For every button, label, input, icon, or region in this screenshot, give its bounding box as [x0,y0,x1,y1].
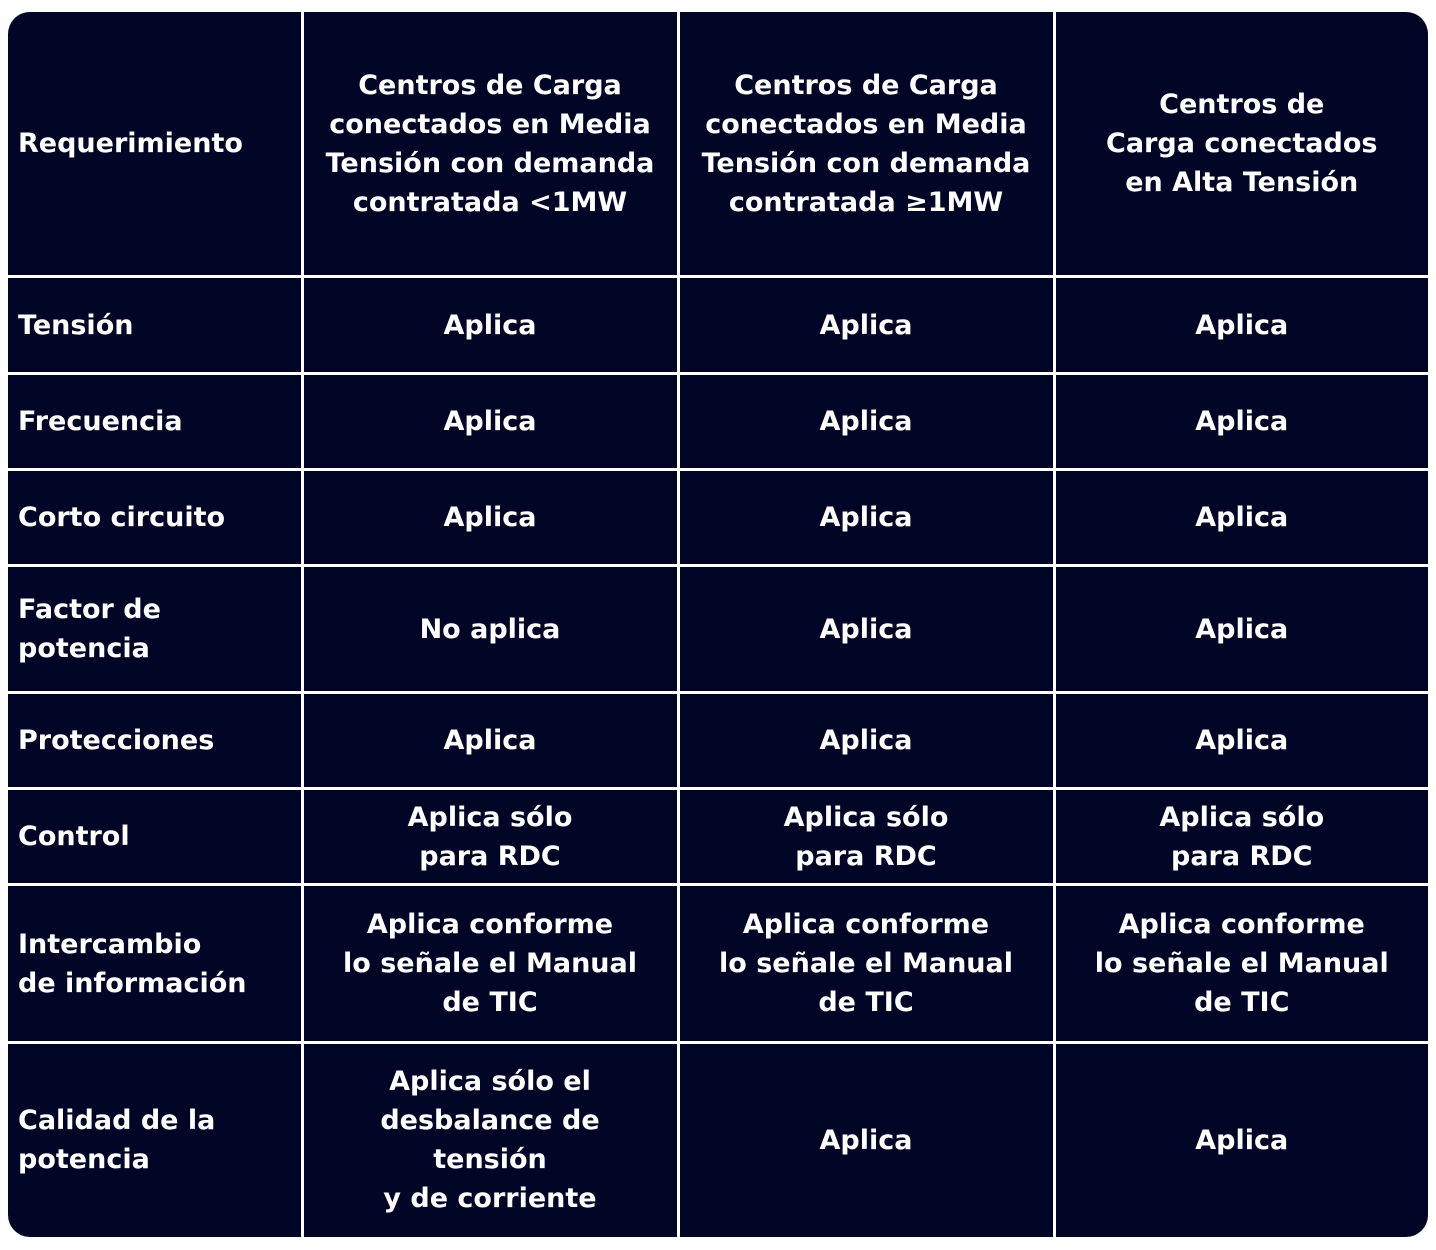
table-cell: Aplica sólo para RDC [1054,789,1428,885]
table-row [8,692,1428,788]
table-cell: Aplica sólo para RDC [302,789,678,885]
table-cell: Aplica [678,1042,1054,1237]
table-row [8,373,1428,469]
table-row [8,789,1428,885]
table-cell: Aplica [302,373,678,469]
row-label-control: Control [8,789,302,885]
table-cell: Aplica [678,566,1054,692]
requirements-table [8,12,1428,1237]
table-cell: Aplica [302,692,678,788]
table-cell: Aplica [1054,469,1428,565]
row-label-corto-circuito: Corto circuito [8,469,302,565]
table-cell: Aplica [678,277,1054,373]
table-row [8,469,1428,565]
header-mv-ge-1mw: Centros de Carga conectados en Media Tensión con demanda contratada ≥1MW [678,12,1054,277]
table-cell: Aplica conforme lo señale el Manual de TIC [678,885,1054,1043]
requirements-table-container [8,12,1428,1237]
table-cell: Aplica [1054,277,1428,373]
header-high-voltage: Centros de Carga conectados en Alta Tensión [1054,12,1428,277]
table-cell: Aplica [1054,1042,1428,1237]
row-label-frecuencia: Frecuencia [8,373,302,469]
table-cell: Aplica [678,469,1054,565]
table-cell: Aplica sólo el desbalance de tensión y de corriente [302,1042,678,1237]
table-cell: Aplica [302,277,678,373]
table-row [8,566,1428,692]
table-cell: Aplica [1054,692,1428,788]
row-label-protecciones: Protecciones [8,692,302,788]
row-label-intercambio-informacion: Intercambio de información [8,885,302,1043]
table-cell: Aplica [678,373,1054,469]
table-cell: Aplica conforme lo señale el Manual de TIC [302,885,678,1043]
table-cell: No aplica [302,566,678,692]
table-row [8,885,1428,1043]
table-cell: Aplica sólo para RDC [678,789,1054,885]
row-label-calidad-potencia: Calidad de la potencia [8,1042,302,1237]
table-cell: Aplica [1054,373,1428,469]
header-requirement: Requerimiento [8,12,302,277]
table-header-row [8,12,1428,277]
table-cell: Aplica [302,469,678,565]
table-cell: Aplica conforme lo señale el Manual de TIC [1054,885,1428,1043]
row-label-factor-potencia: Factor de potencia [8,566,302,692]
row-label-tension: Tensión [8,277,302,373]
table-cell: Aplica [678,692,1054,788]
table-row [8,277,1428,373]
table-row [8,1042,1428,1237]
table-cell: Aplica [1054,566,1428,692]
header-mv-lt-1mw: Centros de Carga conectados en Media Tensión con demanda contratada <1MW [302,12,678,277]
